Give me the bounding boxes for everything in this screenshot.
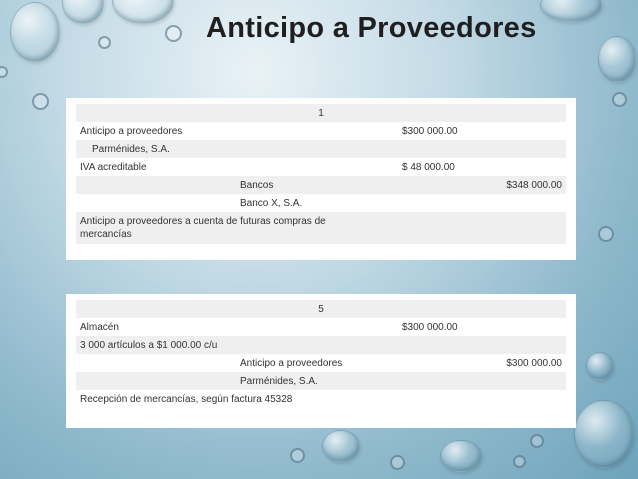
sub-account-name: Banco X, S.A.: [240, 197, 303, 209]
sub-account-name: Parménides, S.A.: [92, 143, 170, 155]
water-drop-decoration: [586, 352, 614, 380]
entry-number: 1: [318, 107, 324, 119]
water-drop-decoration: [530, 434, 544, 448]
water-drop-decoration: [440, 440, 482, 472]
water-drop-decoration: [513, 455, 526, 468]
table-row: [76, 354, 566, 372]
water-drop-decoration: [540, 0, 602, 22]
entry-description: Anticipo a proveedores a cuenta de futuras compras de mercancías: [80, 216, 326, 240]
water-drop-decoration: [598, 226, 614, 242]
table-row: [76, 336, 566, 354]
journal-entry-panel: [66, 294, 576, 428]
water-drop-decoration: [598, 36, 636, 82]
table-row: [76, 140, 566, 158]
water-drop-decoration: [10, 2, 60, 62]
account-name: IVA acreditable: [80, 161, 147, 173]
entry-number-row: [76, 104, 566, 122]
water-drop-decoration: [62, 0, 104, 24]
water-drop-decoration: [612, 92, 627, 107]
water-drop-decoration: [390, 455, 405, 470]
table-row: [76, 372, 566, 390]
water-drop-decoration: [112, 0, 174, 24]
debit-amount: $300 000.00: [402, 321, 458, 333]
table-row: [76, 318, 566, 336]
water-drop-decoration: [574, 400, 634, 468]
water-drop-decoration: [165, 25, 182, 42]
entry-number-row: [76, 300, 566, 318]
water-drop-decoration: [32, 93, 49, 110]
table-row: [76, 158, 566, 176]
journal-entry-panel: [66, 98, 576, 260]
water-drop-decoration: [0, 66, 8, 78]
entry-number: 5: [318, 303, 324, 315]
table-row: [76, 176, 566, 194]
credit-amount: $300 000.00: [506, 357, 562, 369]
water-drop-decoration: [322, 430, 360, 462]
description-row: [76, 212, 566, 244]
water-drop-decoration: [290, 448, 305, 463]
account-name: Bancos: [240, 179, 274, 191]
debit-amount: $ 48 000.00: [402, 161, 455, 173]
account-name: Anticipo a proveedores: [240, 357, 343, 369]
table-row: [76, 194, 566, 212]
account-detail: 3 000 artículos a $1 000.00 c/u: [80, 339, 218, 351]
sub-account-name: Parménides, S.A.: [240, 375, 318, 387]
account-name: Anticipo a proveedores: [80, 125, 183, 137]
water-drop-decoration: [98, 36, 111, 49]
description-row: [76, 390, 566, 408]
credit-amount: $348 000.00: [506, 179, 562, 191]
debit-amount: $300 000.00: [402, 125, 458, 137]
table-row: [76, 122, 566, 140]
page-title: Anticipo a Proveedores: [206, 12, 537, 44]
entry-description: Recepción de mercancías, según factura 45328: [80, 393, 293, 405]
account-name: Almacén: [80, 321, 119, 333]
